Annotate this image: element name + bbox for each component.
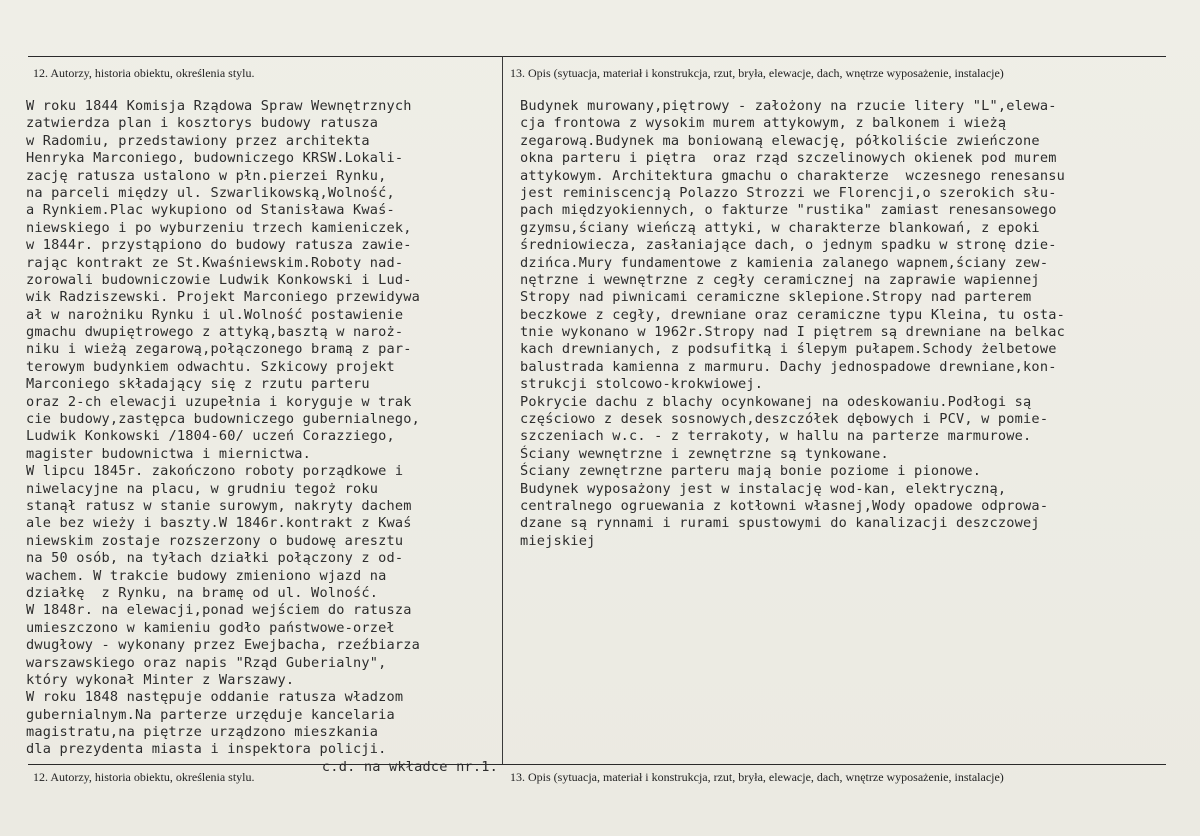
typed-line: stanął ratusz w stanie surowym, nakryty dachem — [26, 497, 412, 514]
typed-line: wachem. W trakcie budowy zmieniono wjazd na — [26, 567, 387, 584]
typed-line: w 1844r. przystąpiono do budowy ratusza zawie- — [26, 237, 412, 254]
typed-line: gzymsu,ściany wieńczą attyki, w charakterze blankowań, z epoki — [520, 219, 1040, 236]
typed-line: centralnego ogruewania z kotłowni własnej,Wody opadowe odprowa- — [520, 497, 1049, 514]
typed-line: W roku 1848 następuje oddanie ratusza władzom — [26, 689, 404, 706]
typed-line: W lipcu 1845r. zakończono roboty porządkowe i — [26, 463, 404, 480]
typed-line: działkę z Rynku, na bramę od ul. Wolność. — [26, 584, 379, 601]
typed-line: W 1848r. na elewacji,ponad wejściem do ratusza — [26, 602, 412, 619]
typed-line: Marconiego składający się z rzutu parteru — [26, 376, 370, 393]
typed-line: który wykonał Minter z Warszawy. — [26, 671, 295, 688]
typed-line: tnie wykonano w 1962r.Stropy nad I piętrem są drewniane na belkac — [520, 324, 1065, 341]
typed-line: Stropy nad piwnicami ceramiczne sklepione.Stropy nad parterem — [520, 289, 1032, 306]
typed-line: miejskiej — [520, 532, 596, 549]
typed-line: attykowym. Architektura gmachu o charakterze wczesnego renesansu — [520, 167, 1065, 184]
typed-line: terowym budynkiem odwachtu. Szkicowy projekt — [26, 358, 395, 375]
typed-line: zację ratusza ustalono w płn.pierzei Rynku, — [26, 167, 387, 184]
typed-line: gmachu dwupiętrowego z attyką,basztą w naroż- — [26, 324, 404, 341]
typed-line: zorowali budowniczowie Ludwik Konkowski i Lud- — [26, 271, 412, 288]
typed-line: cja frontowa z wysokim murem attykowym, z balkonem i wieżą — [520, 115, 1007, 132]
description-text — [520, 98, 1165, 550]
typed-line: niewskiego i po wyburzeniu trzech kamieniczek, — [26, 219, 412, 236]
section-12-header: 12. Autorzy, historia obiektu, określenia stylu. — [33, 66, 255, 80]
typed-line: szczeniach w.c. - z terrakoty, w hallu na parterze marmurowe. — [520, 428, 1032, 445]
continuation-note: c.d. na wkładce nr.1. — [321, 758, 498, 775]
typed-line: średniowiecza, zasłaniające dach, o jednym spadku w stronę dzie- — [520, 237, 1057, 254]
typed-line: nętrzne i wewnętrzne z cegły ceramicznej na zaprawie wapiennej — [520, 271, 1040, 288]
typed-line: magister budownictwa i miernictwa. — [26, 445, 312, 462]
top-rule — [28, 56, 1166, 57]
typed-line: warszawskiego oraz napis "Rząd Guberialny", — [26, 654, 387, 671]
typed-line: ał w narożniku Rynku i ul.Wolność postawienie — [26, 306, 404, 323]
typed-line: dwugłowy - wykonany przez Ewejbacha, rzeźbiarza — [26, 637, 421, 654]
typed-line: Budynek wyposażony jest w instalację wod-kan, elektryczną, — [520, 480, 1007, 497]
typed-line: dla prezydenta miasta i inspektora policji. — [26, 741, 387, 758]
typed-line: balustrada kamienna z marmuru. Dachy jednospadowe drewniane,kon- — [520, 358, 1057, 375]
typed-line: w Radomiu, przedstawiony przez architekta — [26, 132, 370, 149]
typed-line: W roku 1844 Komisja Rządowa Spraw Wewnętrznych — [26, 98, 412, 114]
typed-line: na parceli między ul. Szwarlikowską,Wolność, — [26, 184, 395, 201]
typed-line: zegarową.Budynek ma boniowaną elewację, półkoliście zwieńczone — [520, 132, 1040, 149]
typed-line: częściowo z desek sosnowych,deszczółek dębowych i PCV, w pomie- — [520, 411, 1049, 428]
typed-line: oraz 2-ch elewacji uzupełnia i koryguje w trak — [26, 393, 412, 410]
typed-line: Budynek murowany,piętrowy - założony na rzucie litery "L",elewa- — [520, 98, 1057, 114]
column-divider — [502, 56, 503, 764]
typed-line: Ściany zewnętrzne parteru mają bonie poziome i pionowe. — [520, 463, 982, 480]
typed-line: zatwierdza plan i kosztorys budowy ratusza — [26, 115, 379, 132]
typed-line: Ściany wewnętrzne i zewnętrzne są tynkowane. — [520, 445, 889, 462]
typed-line: ale bez wieży i baszty.W 1846r.kontrakt z Kwaś — [26, 515, 412, 532]
typed-line: okna parteru i piętra oraz rząd szczelinowych okienek pod murem — [520, 150, 1057, 167]
typed-line: dzane są rynnami i rurami spustowymi do kanalizacji deszczowej — [520, 515, 1040, 532]
typed-line: pach międzyokiennych, o fakturze "rustika" zamiast renesansowego — [520, 202, 1057, 219]
section-13-header: 13. Opis (sytuacja, materiał i konstrukcja, rzut, bryła, elewacje, dach, wnętrze wyposażenie, instalacje) — [510, 66, 1004, 80]
typed-line: niku i wieżą zegarową,połączonego bramą z par- — [26, 341, 412, 358]
typed-line: dzińca.Mury fundamentowe z kamienia zalanego wapnem,ściany zew- — [520, 254, 1049, 271]
section-13-footer: 13. Opis (sytuacja, materiał i konstrukcja, rzut, bryła, elewacje, dach, wnętrze wyposażenie, instalacje) — [510, 770, 1004, 784]
typed-line: na 50 osób, na tyłach działki połączony z od- — [26, 550, 404, 567]
typed-line: niwelacyjne na placu, w grudniu tegoż roku — [26, 480, 379, 497]
typed-line: Ludwik Konkowski /1804-60/ uczeń Corazziego, — [26, 428, 395, 445]
typed-line: a Rynkiem.Plac wykupiono od Stanisława Kwaś- — [26, 202, 395, 219]
section-12-footer: 12. Autorzy, historia obiektu, określenia stylu. — [33, 770, 255, 784]
typed-line: wik Radziszewski. Projekt Marconiego przewidywa — [26, 289, 421, 306]
typed-line: beczkowe z cegły, drewniane oraz ceramiczne typu Kleina, tu osta- — [520, 306, 1065, 323]
typed-line: niewskim zostaje rozszerzony o budowę aresztu — [26, 532, 404, 549]
typed-line: strukcji stolcowo-krokwiowej. — [520, 376, 764, 393]
typed-line: Henryka Marconiego, budowniczego KRSW.Lokali- — [26, 150, 404, 167]
typed-line: cie budowy,zastępca budowniczego gubernialnego, — [26, 411, 421, 428]
typed-line: jest reminiscencją Polazzo Strozzi we Florencji,o szerokich słu- — [520, 184, 1057, 201]
typed-line: gubernialnym.Na parterze urzęduje kancelaria — [26, 706, 395, 723]
authors-history-text — [26, 98, 502, 776]
typed-line: kach drewnianych, z podsufitką i ślepym pułapem.Schody żelbetowe — [520, 341, 1057, 358]
typed-line: magistratu,na piętrze urządzono mieszkania — [26, 724, 379, 741]
typed-line: Pokrycie dachu z blachy ocynkowanej na odeskowaniu.Podłogi są — [520, 393, 1032, 410]
typed-line: umieszczono w kamieniu godło państwowe-orzeł — [26, 619, 395, 636]
typed-line: rając kontrakt ze St.Kwaśniewskim.Roboty nad- — [26, 254, 404, 271]
